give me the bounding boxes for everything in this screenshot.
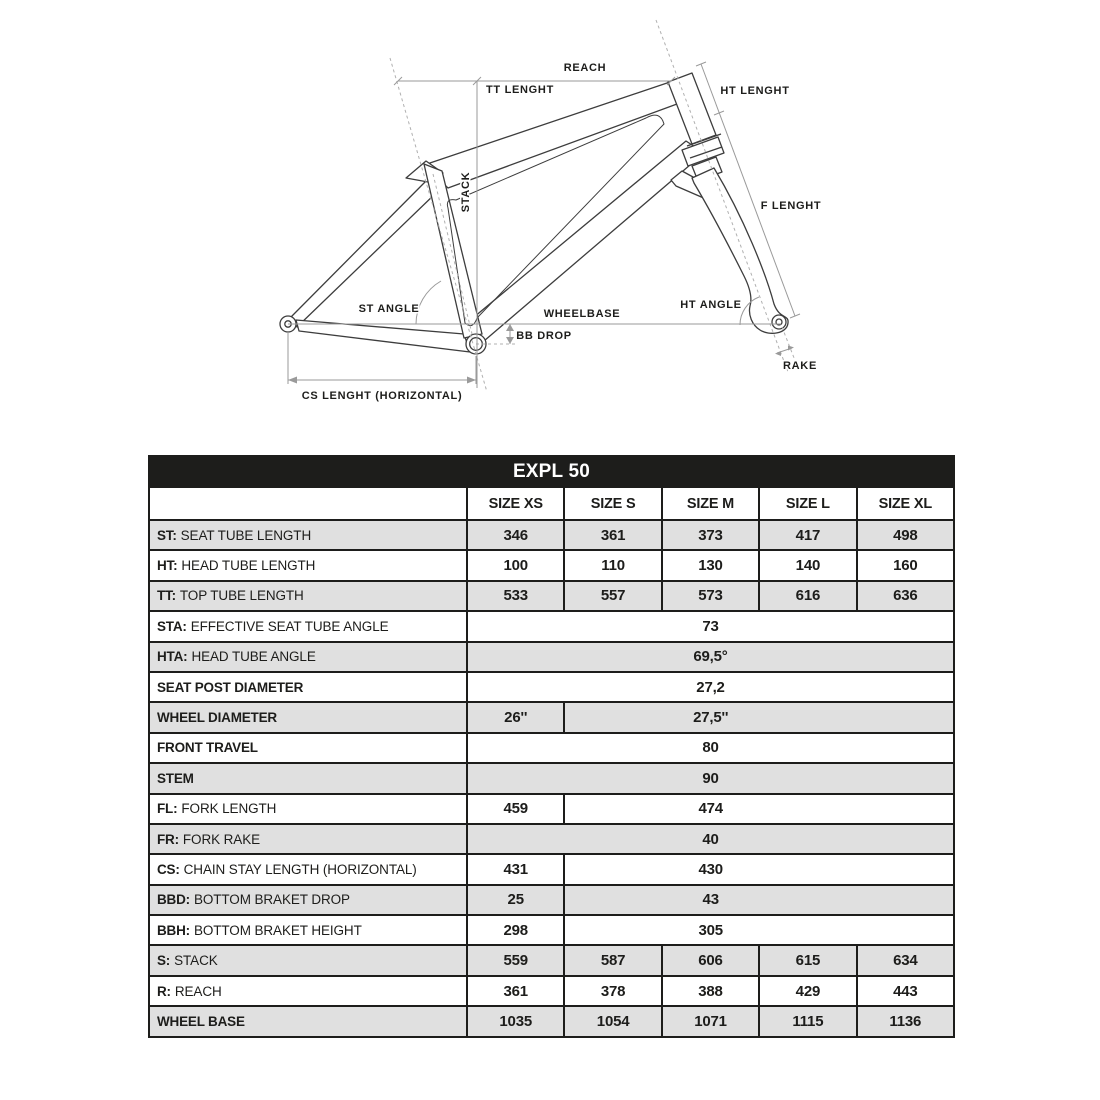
size-header-xs: SIZE XS bbox=[466, 488, 563, 519]
size-value-cell: 573 bbox=[661, 582, 758, 610]
table-row bbox=[150, 884, 953, 914]
table-title: EXPL 50 bbox=[150, 457, 953, 486]
size-value-cell: 587 bbox=[563, 946, 660, 974]
label-cs-length: CS LENGHT (HORIZONTAL) bbox=[301, 390, 463, 402]
size-value-cell: 616 bbox=[758, 582, 855, 610]
row-label: BBH: BOTTOM BRAKET HEIGHT bbox=[157, 922, 362, 938]
st-angle-arc bbox=[416, 281, 441, 324]
row-label: FRONT TRAVEL bbox=[157, 740, 258, 756]
table-row bbox=[150, 519, 953, 549]
size-value-cell: 431 bbox=[466, 855, 563, 883]
size-value-cell: 430 bbox=[563, 855, 953, 883]
label-rake: RAKE bbox=[783, 360, 817, 372]
row-label: HT: HEAD TUBE LENGTH bbox=[157, 558, 316, 574]
row-label: STEM bbox=[157, 770, 194, 786]
row-label: CS: CHAIN STAY LENGTH (HORIZONTAL) bbox=[157, 861, 417, 877]
row-label: FL: FORK LENGTH bbox=[157, 801, 277, 817]
size-value-cell: 429 bbox=[758, 977, 855, 1005]
row-label: R: REACH bbox=[157, 983, 222, 999]
size-value-cell: 25 bbox=[466, 886, 563, 914]
row-label: WHEEL DIAMETER bbox=[157, 710, 277, 726]
label-stack: STACK bbox=[460, 171, 472, 213]
size-value-cell: 606 bbox=[661, 946, 758, 974]
label-wheelbase: WHEELBASE bbox=[543, 308, 621, 320]
size-value-cell: 636 bbox=[856, 582, 953, 610]
size-value-cell: 1136 bbox=[856, 1007, 953, 1035]
table-row bbox=[150, 732, 953, 762]
size-value-cell: 90 bbox=[466, 764, 953, 792]
size-value-cell: 26'' bbox=[466, 703, 563, 731]
label-ht-angle: HT ANGLE bbox=[680, 299, 742, 311]
size-value-cell: 557 bbox=[563, 582, 660, 610]
table-row bbox=[150, 580, 953, 610]
table-row bbox=[150, 975, 953, 1005]
size-header-xl: SIZE XL bbox=[856, 488, 953, 519]
label-tt-length: TT LENGHT bbox=[485, 84, 555, 96]
size-value-cell: 346 bbox=[466, 521, 563, 549]
size-value-cell: 305 bbox=[563, 916, 953, 944]
row-label: SEAT POST DIAMETER bbox=[157, 679, 304, 695]
table-row bbox=[150, 793, 953, 823]
table-row bbox=[150, 701, 953, 731]
size-value-cell: 417 bbox=[758, 521, 855, 549]
size-value-cell: 443 bbox=[856, 977, 953, 1005]
size-value-cell: 73 bbox=[466, 612, 953, 640]
front-dropout bbox=[772, 315, 786, 329]
corner-cell bbox=[150, 488, 466, 519]
row-label: STA: EFFECTIVE SEAT TUBE ANGLE bbox=[157, 618, 389, 634]
row-label: HTA: HEAD TUBE ANGLE bbox=[157, 649, 316, 665]
size-value-cell: 40 bbox=[466, 825, 953, 853]
size-value-cell: 43 bbox=[563, 886, 953, 914]
seat-tube bbox=[424, 164, 482, 338]
size-value-cell: 498 bbox=[856, 521, 953, 549]
label-st-angle: ST ANGLE bbox=[358, 303, 420, 315]
table-body bbox=[150, 519, 953, 1036]
table-row bbox=[150, 1005, 953, 1035]
table-row bbox=[150, 914, 953, 944]
size-value-cell: 533 bbox=[466, 582, 563, 610]
geometry-diagram bbox=[0, 0, 1100, 445]
size-value-cell: 160 bbox=[856, 551, 953, 579]
size-value-cell: 130 bbox=[661, 551, 758, 579]
chain-stay bbox=[296, 320, 470, 352]
table-row bbox=[150, 641, 953, 671]
size-value-cell: 378 bbox=[563, 977, 660, 1005]
table-row bbox=[150, 853, 953, 883]
size-value-cell: 1115 bbox=[758, 1007, 855, 1035]
size-value-cell: 474 bbox=[563, 795, 953, 823]
table-row bbox=[150, 944, 953, 974]
size-value-cell: 27,2 bbox=[466, 673, 953, 701]
steering-axis bbox=[656, 20, 788, 372]
label-reach: REACH bbox=[563, 62, 607, 74]
size-value-cell: 361 bbox=[466, 977, 563, 1005]
row-label: ST: SEAT TUBE LENGTH bbox=[157, 527, 312, 543]
size-header-row bbox=[150, 486, 953, 519]
label-ht-length: HT LENGHT bbox=[720, 85, 790, 97]
size-value-cell: 1035 bbox=[466, 1007, 563, 1035]
table-row bbox=[150, 823, 953, 853]
size-value-cell: 100 bbox=[466, 551, 563, 579]
size-header-s: SIZE S bbox=[563, 488, 660, 519]
size-value-cell: 459 bbox=[466, 795, 563, 823]
table-row bbox=[150, 762, 953, 792]
size-value-cell: 80 bbox=[466, 734, 953, 762]
size-value-cell: 110 bbox=[563, 551, 660, 579]
size-value-cell: 559 bbox=[466, 946, 563, 974]
geometry-table bbox=[148, 455, 955, 1038]
size-value-cell: 615 bbox=[758, 946, 855, 974]
label-bb-drop: BB DROP bbox=[516, 330, 572, 342]
label-f-length: F LENGHT bbox=[760, 200, 822, 212]
size-value-cell: 1071 bbox=[661, 1007, 758, 1035]
size-value-cell: 140 bbox=[758, 551, 855, 579]
size-header-l: SIZE L bbox=[758, 488, 855, 519]
row-label: WHEEL BASE bbox=[157, 1013, 245, 1029]
size-value-cell: 388 bbox=[661, 977, 758, 1005]
bike-frame-drawing bbox=[280, 73, 788, 354]
table-row bbox=[150, 549, 953, 579]
row-label: FR: FORK RAKE bbox=[157, 831, 261, 847]
size-value-cell: 634 bbox=[856, 946, 953, 974]
table-row bbox=[150, 671, 953, 701]
row-label: S: STACK bbox=[157, 953, 218, 969]
size-value-cell: 373 bbox=[661, 521, 758, 549]
size-value-cell: 1054 bbox=[563, 1007, 660, 1035]
table-row bbox=[150, 610, 953, 640]
size-value-cell: 69,5° bbox=[466, 643, 953, 671]
rake-parallel-line bbox=[782, 327, 796, 363]
row-label: BBD: BOTTOM BRAKET DROP bbox=[157, 892, 350, 908]
row-label: TT: TOP TUBE LENGTH bbox=[157, 588, 304, 604]
size-value-cell: 298 bbox=[466, 916, 563, 944]
size-value-cell: 27,5'' bbox=[563, 703, 953, 731]
size-header-m: SIZE M bbox=[661, 488, 758, 519]
size-value-cell: 361 bbox=[563, 521, 660, 549]
